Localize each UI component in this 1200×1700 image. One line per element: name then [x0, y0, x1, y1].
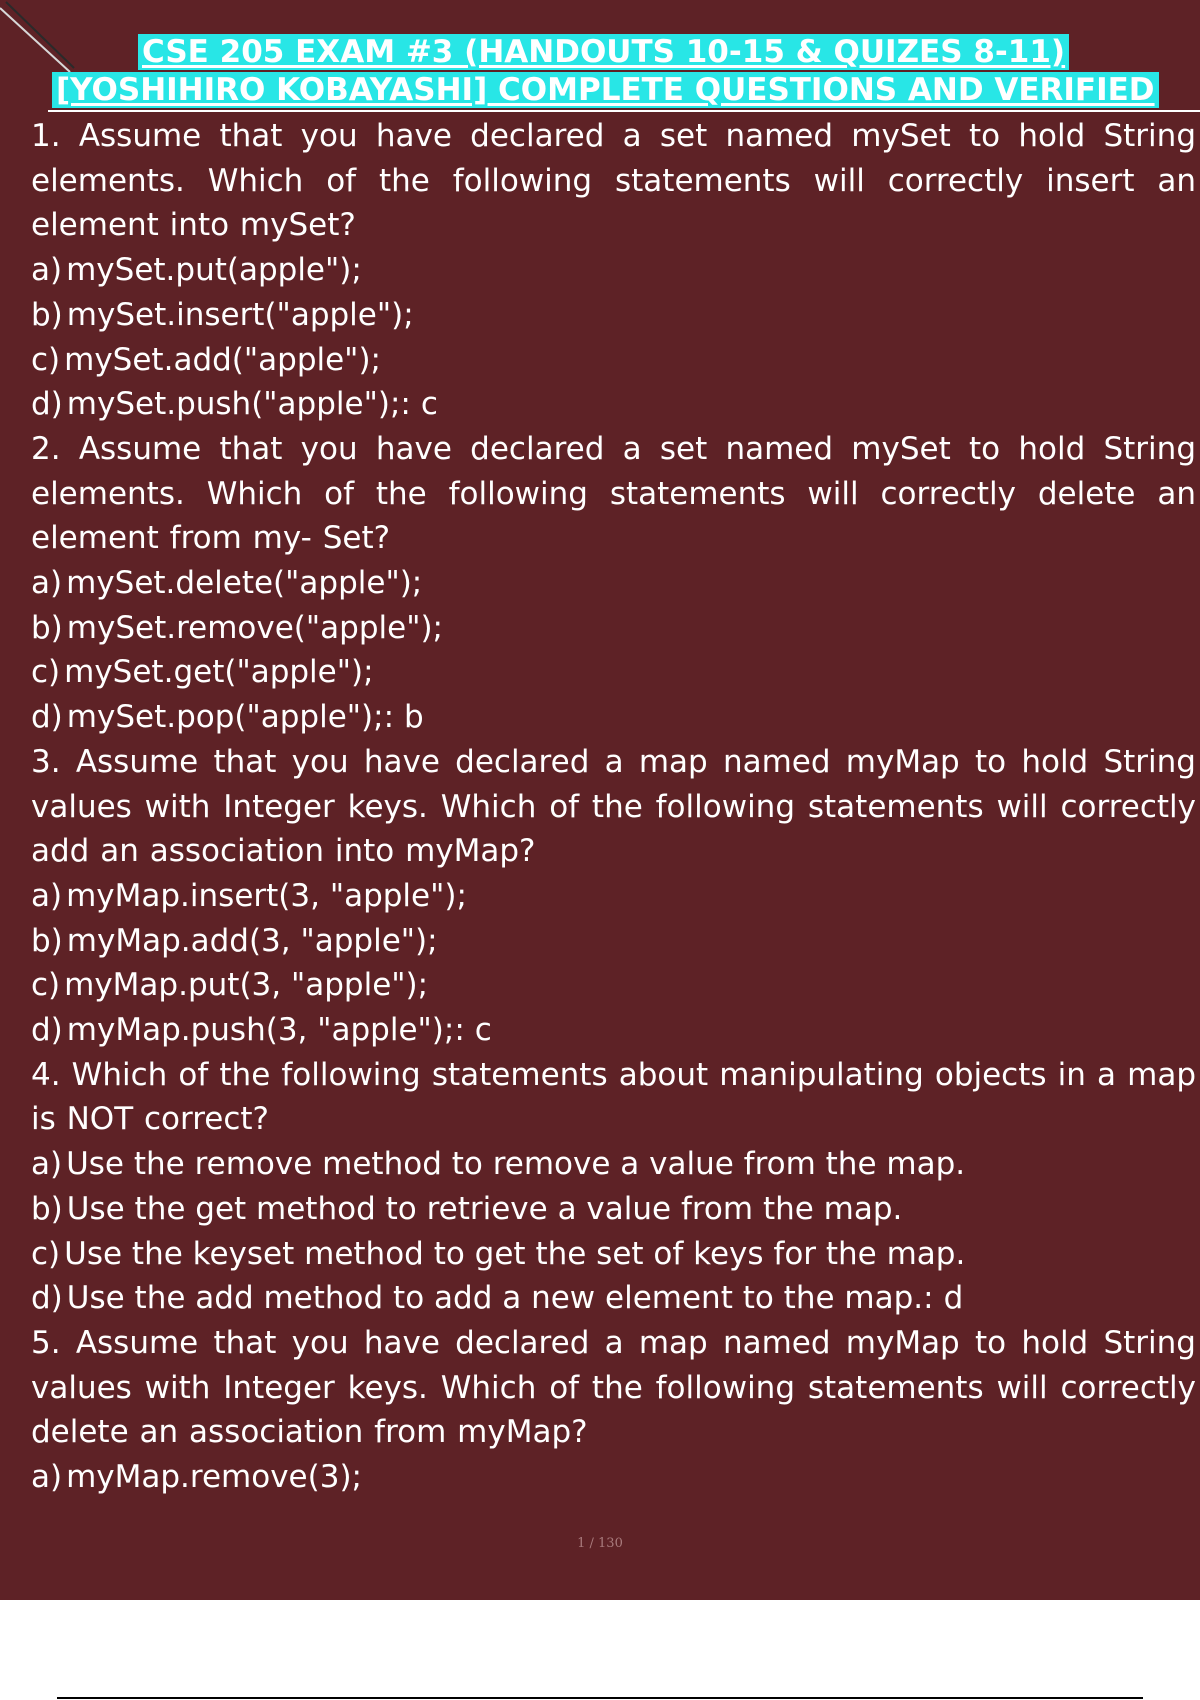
answer-option	[31, 382, 1196, 427]
option-text: myMap.put(3, "apple");	[64, 967, 429, 1004]
option-text: mySet.put(apple");	[66, 252, 362, 289]
option-text: Use the add method to add a new element to the map.:	[66, 1280, 934, 1317]
answer-option	[31, 1276, 1196, 1321]
question-list	[31, 114, 1196, 1500]
answer-option	[31, 874, 1196, 919]
question-text: 4. Which of the following statements about manipulating objects in a map is NOT correct?	[31, 1056, 1196, 1138]
option-letter: a)	[31, 1459, 63, 1496]
option-letter: a)	[31, 1146, 63, 1183]
option-letter: c)	[31, 1235, 61, 1272]
answer-option	[31, 963, 1196, 1008]
title-line-1: CSE 205 EXAM #3 (HANDOUTS 10-15 & QUIZES 8-11)	[138, 34, 1069, 70]
answer-key: b	[404, 699, 424, 736]
option-text: Use the get method to retrieve a value from the map.	[66, 1190, 903, 1227]
answer-option	[31, 919, 1196, 964]
answer-option	[31, 695, 1196, 740]
option-text: myMap.add(3, "apple");	[66, 922, 438, 959]
option-text: mySet.delete("apple");	[66, 565, 423, 602]
title-divider	[48, 110, 1200, 112]
option-letter: a)	[31, 252, 63, 289]
option-letter: d)	[31, 386, 63, 423]
answer-option	[31, 561, 1196, 606]
question-block	[31, 114, 1196, 427]
option-text: mySet.insert("apple");	[66, 296, 414, 333]
option-letter: d)	[31, 1280, 63, 1317]
answer-option	[31, 293, 1196, 338]
answer-option	[31, 1187, 1196, 1232]
question-text: 3. Assume that you have declared a map named myMap to hold String values with Integer keys. Which of the following statements will correctly add an association into myMap?	[31, 743, 1196, 870]
question-block	[31, 1053, 1196, 1321]
option-text: mySet.add("apple");	[64, 341, 381, 378]
option-letter: d)	[31, 699, 63, 736]
answer-option	[31, 1142, 1196, 1187]
question-text: 2. Assume that you have declared a set named mySet to hold String elements. Which of the following statements will correctly delete an element from my- Set?	[31, 430, 1196, 557]
option-text: myMap.push(3, "apple");:	[66, 1012, 465, 1049]
option-letter: a)	[31, 877, 63, 914]
option-letter: a)	[31, 565, 63, 602]
option-text: myMap.insert(3, "apple");	[66, 877, 467, 914]
page-number: 1 / 130	[577, 1536, 623, 1551]
answer-key: d	[943, 1280, 964, 1317]
option-letter: c)	[31, 654, 61, 691]
option-letter: b)	[31, 1190, 63, 1227]
option-text: Use the remove method to remove a value from the map.	[66, 1146, 966, 1183]
option-letter: b)	[31, 922, 63, 959]
option-letter: d)	[31, 1012, 63, 1049]
answer-option	[31, 248, 1196, 293]
option-letter: c)	[31, 967, 61, 1004]
option-text: myMap.remove(3);	[66, 1459, 362, 1496]
answer-option	[31, 1232, 1196, 1277]
option-letter: b)	[31, 609, 63, 646]
option-text: mySet.push("apple");:	[66, 386, 411, 423]
question-block	[31, 1321, 1196, 1500]
option-text: Use the keyset method to get the set of keys for the map.	[64, 1235, 966, 1272]
answer-key: c	[474, 1012, 492, 1049]
question-text: 1. Assume that you have declared a set named mySet to hold String elements. Which of the following statements will correctly insert an element into mySet?	[31, 118, 1196, 244]
answer-option	[31, 1455, 1196, 1500]
answer-key: c	[420, 386, 438, 423]
answer-option	[31, 606, 1196, 651]
option-text: mySet.get("apple");	[64, 654, 374, 691]
question-text: 5. Assume that you have declared a map named myMap to hold String values with Integer keys. Which of the following statements will correctly delete an association from myMap?	[31, 1324, 1196, 1451]
option-text: mySet.pop("apple");:	[66, 699, 395, 736]
answer-option	[31, 1008, 1196, 1053]
title-line-2: [YOSHIHIRO KOBAYASHI] COMPLETE QUESTIONS AND VERIFIED	[52, 72, 1159, 108]
question-block	[31, 427, 1196, 740]
answer-option	[31, 338, 1196, 383]
option-text: mySet.remove("apple");	[66, 609, 443, 646]
option-letter: c)	[31, 341, 61, 378]
option-letter: b)	[31, 296, 63, 333]
bottom-divider	[57, 1697, 1143, 1699]
question-block	[31, 740, 1196, 1053]
answer-option	[31, 650, 1196, 695]
